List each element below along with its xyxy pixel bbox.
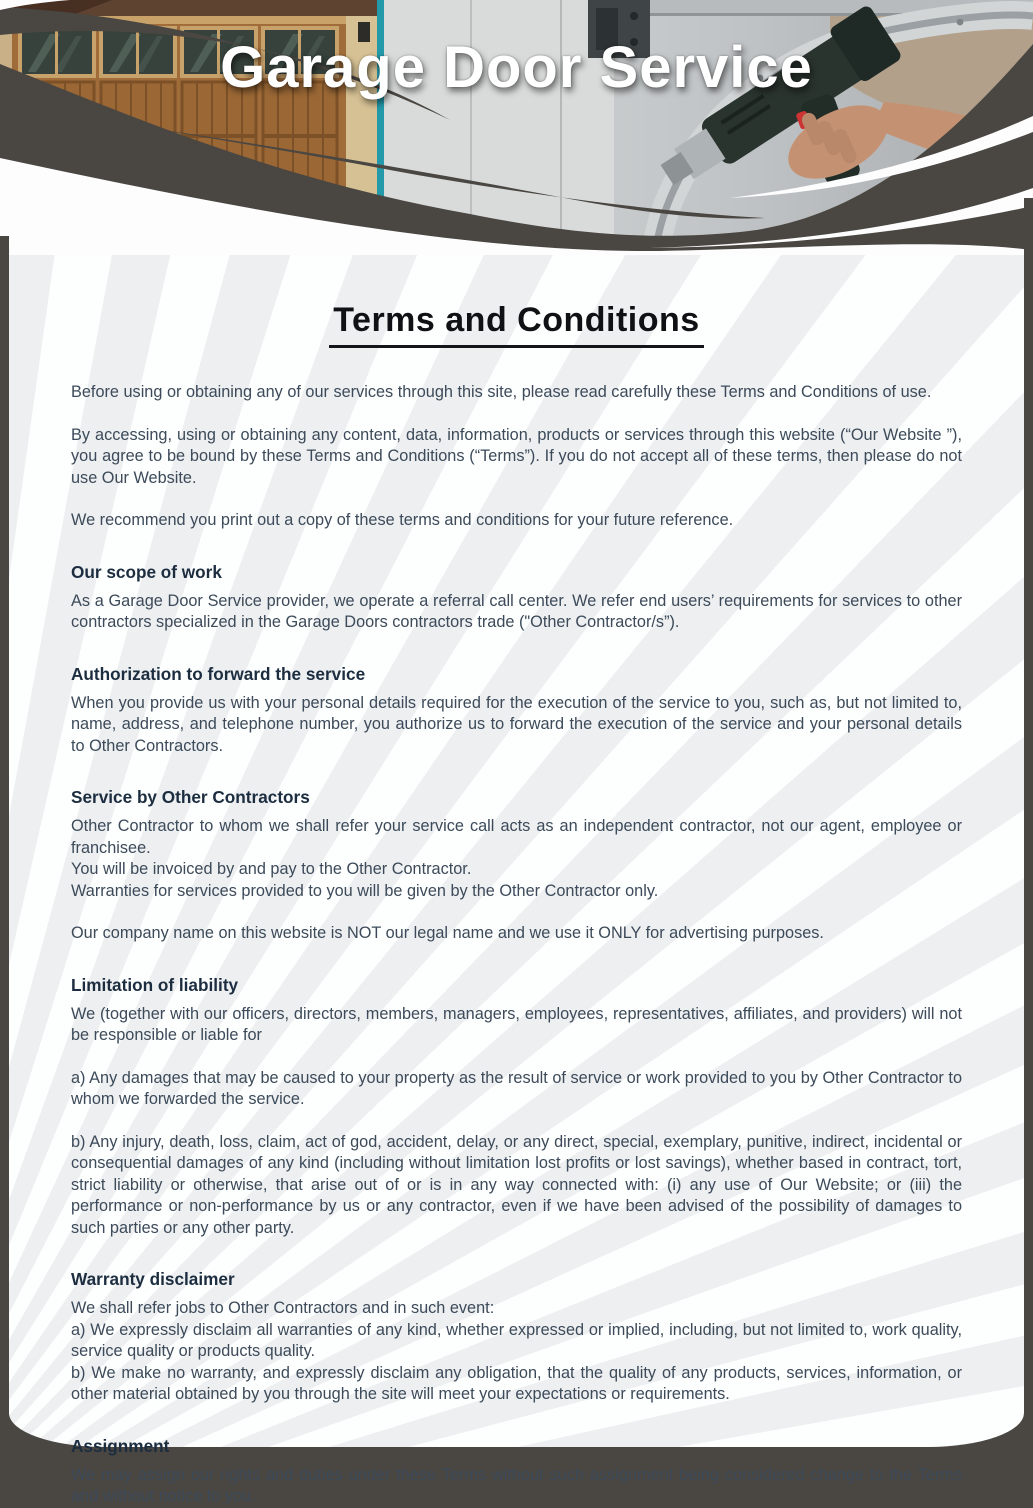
section-limitation — [71, 975, 962, 1240]
section-paragraph: a) Any damages that may be caused to your property as the result of service or work provided to you by Other Contractor to whom we forwarded the service. — [71, 1068, 962, 1108]
section-warranty — [71, 1269, 962, 1406]
section-scope — [71, 562, 962, 634]
section-assignment — [71, 1436, 962, 1508]
section-other-contractors — [71, 787, 962, 945]
intro-paragraph-1: Before using or obtaining any of our services through this site, please read carefully these Terms and Conditions of use. — [71, 383, 932, 401]
section-paragraph: You will be invoiced by and pay to the Other Contractor. — [71, 860, 472, 878]
section-heading: Authorization to forward the service — [71, 663, 366, 684]
teal-divider-bar — [377, 0, 384, 210]
section-heading: Limitation of liability — [71, 974, 239, 995]
section-paragraph: We may assign our rights and duties under these Terms without such assignment being considered change to the Terms and without notice to you. — [71, 1465, 962, 1505]
section-heading: Warranty disclaimer — [71, 1269, 235, 1289]
section-paragraph: a) We expressly disclaim all warranties of any kind, whether expressed or implied, including, but not limited to, work quality, service quality or products quality. — [71, 1320, 962, 1360]
content-card — [9, 255, 1024, 1505]
document-title: Terms and Conditions — [329, 301, 703, 348]
section-authorization — [71, 664, 962, 758]
section-paragraph: Warranties for services provided to you will be given by the Other Contractor only. — [71, 881, 659, 900]
section-paragraph: When you provide us with your personal details required for the execution of the service to you, such as, but not limited to, name, address, and telephone number, you authorize us to forward the execution of the service and your personal details to Other Contractors. — [71, 693, 962, 755]
section-paragraph: Our company name on this website is NOT our legal name and we use it ONLY for advertising purposes. — [71, 924, 824, 942]
section-paragraph: We shall refer jobs to Other Contractors and in such event: — [71, 1299, 495, 1317]
section-heading: Assignment — [71, 1435, 170, 1456]
section-heading: Service by Other Contractors — [71, 787, 310, 807]
section-heading: Our scope of work — [71, 561, 222, 582]
intro-paragraph-3: We recommend you print out a copy of these terms and conditions for your future reference. — [71, 511, 734, 529]
intro-paragraph-2: By accessing, using or obtaining any content, data, information, products or services through this website (“Our Website ”), you agree to be bound by these Terms and Conditions (“Terms”). If you do not accept all of these terms, then please do not use Our Website. — [71, 425, 962, 487]
section-paragraph: As a Garage Door Service provider, we operate a referral call center. We refer end users’ requirements for services to other contractors specialized in the Garage Doors contractors trade ("Other Contractor/s”). — [71, 591, 962, 631]
site-title: Garage Door Service — [220, 35, 813, 100]
section-paragraph: b) Any injury, death, loss, claim, act of god, accident, delay, or any direct, special, exemplary, punitive, indirect, incidental or consequential damages of any kind (including without limitation lost profits or lost savings), whether based in contract, tort, strict liability or otherwise, that arise out of or is in any way connected with: (i) any use of Our Website; or (iii) the performance or non-performance by us or any contractor, even if we have been advised of the possibility of damages to such parties or any other party. — [71, 1132, 962, 1237]
hero-header — [0, 0, 1033, 255]
section-paragraph: Other Contractor to whom we shall refer your service call acts as an independent contractor, not our agent, employee or franchisee. — [71, 817, 962, 857]
section-paragraph: We (together with our officers, directors, members, managers, employees, representatives, affiliates, and providers) will not be responsible or liable for — [71, 1004, 962, 1044]
section-paragraph: b) We make no warranty, and expressly disclaim any obligation, that the quality of any products, services, information, or other material obtained by you through the site will meet your expectations or requirements. — [71, 1363, 962, 1403]
document-title-wrap — [71, 301, 962, 348]
